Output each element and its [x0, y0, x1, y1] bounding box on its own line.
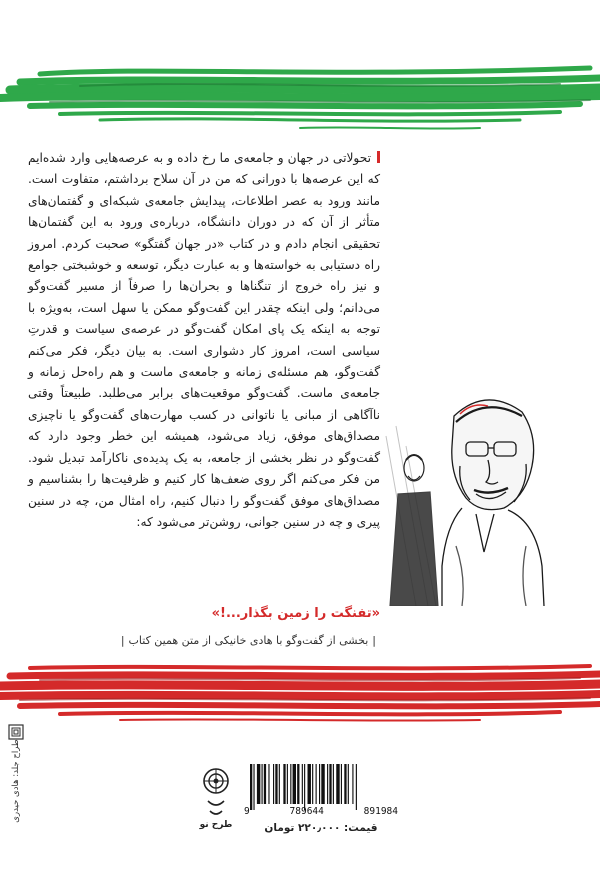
- barcode-bar: [344, 764, 346, 804]
- isbn-group-left: 789644: [289, 806, 324, 817]
- barcode-bar: [279, 764, 280, 804]
- barcode-bar: [262, 764, 263, 804]
- barcode-bar: [348, 764, 349, 804]
- price-label: قیمت: ۲۲۰٫۰۰۰ تومان: [264, 822, 378, 834]
- barcode-bar: [253, 764, 254, 810]
- paragraph-marker: [377, 151, 380, 163]
- portrait-illustration: [376, 376, 546, 606]
- quote-source: [28, 634, 380, 647]
- barcode-bar: [329, 764, 331, 804]
- barcode-bar: [302, 764, 303, 804]
- barcode-bar: [319, 764, 320, 804]
- barcode-bar: [304, 764, 305, 810]
- barcode-bar: [297, 764, 299, 804]
- barcode-bar: [250, 764, 252, 810]
- source-divider-right: |: [372, 634, 376, 647]
- publisher-name: طرح نو: [199, 820, 233, 830]
- highlight-quote: «تفنگت را زمین بگذار...!»: [211, 606, 380, 621]
- cover-designer-credit: [6, 724, 26, 844]
- excerpt-text: تحولاتی در جهان و جامعه‌ی ما رخ داده و به عرصه‌هایی وارد شده‌ایم که این عرصه‌ها با دورانی که من در آن سلاح برداشتم، متفاوت است. مانند ورود به عصر اطلاعات، پیدایش جامعه‌ی شبکه‌ای و گفتمان‌های متأثر از آن که در دوران دانشگاه، درباره‌ی ورود به این گفتمان‌ها تحقیقی انجام دادم و در کتاب «در جهان گفتگو» صحبت کردم. امروز راه دستیابی به خواسته‌ها و به عبارت دیگر، توسعه و خوشبختی جوامع و نیز راه خروج از تنگناها و بحران‌ها را صرفاً از مسیر گفت‌وگو می‌دانم؛ ولی اینکه چقدر این گفت‌وگو ممکن یا سهل است، به‌ویژه با توجه به اینکه یک پای امکان گفت‌وگو در عرصه‌ی سیاست و قدرتِ سیاسی است، امروز کار دشواری است. به بیان دیگر، فکر می‌کنم گفت‌وگو، هم مسئله‌ی زمانه و جامعه‌ی ماست و هم راه‌حل زمانه و جامعه‌ی ماست. گفت‌وگو موقعیت‌های برابر می‌طلبد. طبیعتاً وقتی ناآگاهی از مبانی یا ناتوانی در کسب مهارت‌های گفت‌وگو یا ناچیزی مصداق‌های موفق، زیاد می‌شود، همیشه این خطر وجود دارد که گفت‌وگو در نظر بخشی از جامعه، به یک پدیده‌ی ناکارآمد تبدیل شود. من فکر می‌کنم اگر روی ضعف‌ها کار کنیم و ظرفیت‌ها را بشناسیم و مصداق‌های موفق گفت‌وگو را دنبال کنیم، راه امثال من، چه در سنین پیری و چه در سنین جوانی، روشن‌تر می‌شود که:: [28, 151, 380, 529]
- barcode-bar: [312, 764, 313, 804]
- designer-credit-text: طراح جلد: هادی حیدری: [11, 739, 21, 823]
- isbn-digits: [244, 806, 398, 817]
- barcode-bar: [275, 764, 277, 804]
- isbn-barcode: [246, 764, 396, 810]
- barcode-bar: [321, 764, 324, 804]
- barcode-bar: [336, 764, 339, 804]
- barcode-bar: [308, 764, 311, 804]
- barcode-bar: [283, 764, 285, 804]
- red-brush-strokes: [0, 660, 600, 726]
- excerpt-paragraph: [28, 148, 380, 533]
- isbn-prefix: 9: [244, 806, 250, 817]
- source-divider-left: |: [120, 634, 125, 647]
- barcode-bar: [257, 764, 260, 804]
- barcode-bar: [273, 764, 274, 804]
- barcode-bar: [264, 764, 266, 804]
- barcode-bar: [287, 764, 288, 804]
- barcode-bar: [333, 764, 334, 804]
- barcode-bar: [293, 764, 296, 804]
- barcode-bar: [352, 764, 353, 804]
- barcode-bar: [341, 764, 342, 804]
- barcode-bar: [327, 764, 328, 804]
- source-text: بخشی از گفت‌وگو با هادی خانیکی از متن همین کتاب: [128, 634, 369, 647]
- barcode-bar: [268, 764, 269, 804]
- isbn-group-right: 891984: [363, 806, 398, 817]
- green-brush-strokes: [0, 58, 600, 138]
- barcode-bar: [356, 764, 357, 810]
- barcode-bar: [290, 764, 291, 804]
- barcode-bar: [316, 764, 317, 804]
- publisher-logo-icon: [202, 764, 230, 826]
